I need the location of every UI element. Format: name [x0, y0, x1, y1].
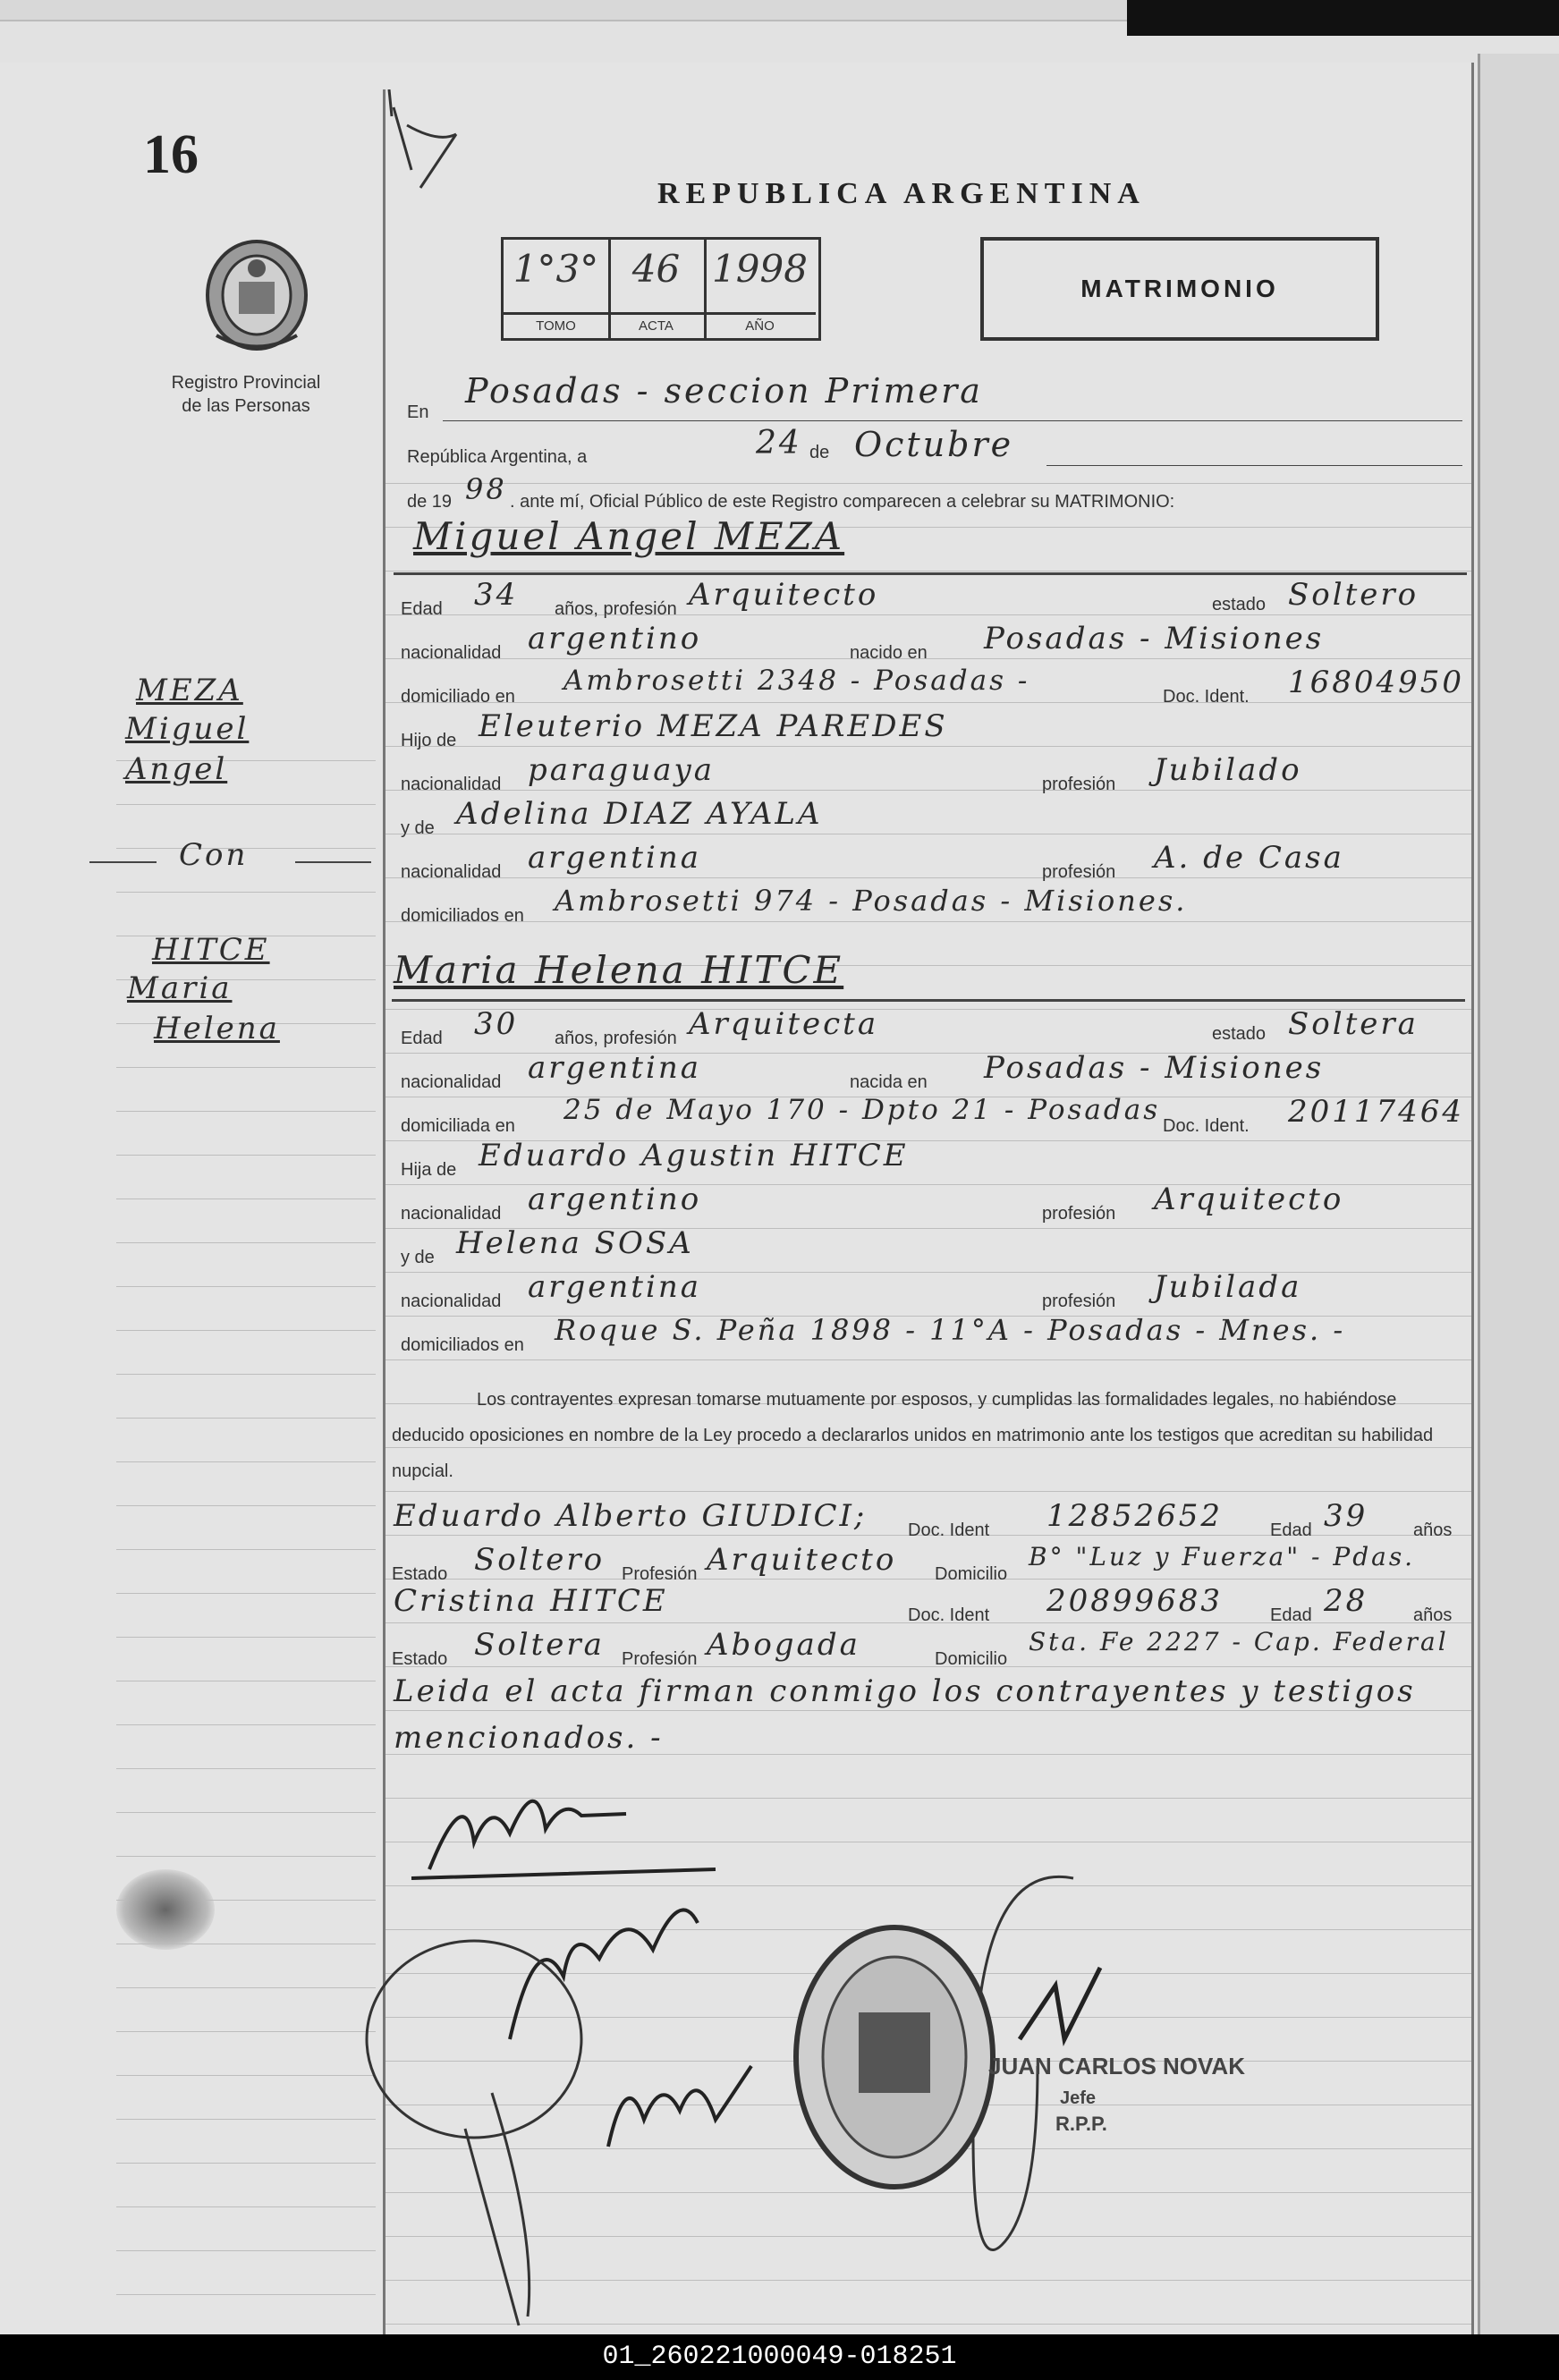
witness2-doc-label: Doc. Ident	[908, 1605, 990, 1625]
legal-clause: Los contrayentes expresan tomarse mutuamente por esposos, y cumplidas las formalidades legales, no habiéndose deducido oposiciones en nombre de la Ley procedo a declararlos unidos en matrimonio ante los testigos que acreditan su habilidad nupcial.	[392, 1390, 1434, 1481]
groom-born-label: nacido en	[850, 643, 928, 663]
register-page	[0, 63, 1478, 2334]
margin-ruled-line	[116, 804, 376, 805]
bride-paddr-label: domiciliados en	[401, 1335, 524, 1355]
stain	[116, 1869, 215, 1950]
groom-name: Miguel Angel MEZA	[413, 514, 845, 558]
groom-fnat-label: nacionalidad	[401, 775, 502, 794]
margin-ruled-line	[116, 2294, 376, 2295]
scan-dark-corner	[1127, 0, 1559, 36]
tomo-value: 1°3°	[513, 247, 599, 291]
stamp-title: Jefe	[1060, 2088, 1097, 2108]
coat-of-arms-icon	[199, 233, 315, 358]
margin-ruled-line	[116, 1812, 376, 1813]
ruled-line	[385, 1579, 1471, 1580]
margin-ruled-line	[116, 1198, 376, 1199]
witness1-name: Eduardo Alberto GIUDICI;	[394, 1498, 868, 1534]
bride-mother-prof: Jubilada	[1154, 1269, 1302, 1305]
witness1-edad-label: Edad	[1270, 1520, 1312, 1540]
bride-address: 25 de Mayo 170 - Dpto 21 - Posadas	[563, 1094, 1161, 1126]
ruled-line	[385, 921, 1471, 922]
witness1-doc-label: Doc. Ident	[908, 1520, 990, 1540]
margin-groom-name-1: Miguel	[125, 711, 250, 747]
witness1-profession: Arquitecto	[707, 1542, 897, 1578]
bride-father-prof: Arquitecto	[1154, 1182, 1344, 1217]
groom-age: 34	[474, 577, 519, 613]
witness1-address-label: Domicilio	[935, 1564, 1008, 1584]
bride-parents-address: Roque S. Peña 1898 - 11°A - Posadas - Mnes. -	[555, 1313, 1346, 1347]
margin-ruled-line	[116, 2250, 376, 2251]
ruled-line	[385, 877, 1471, 878]
bride-mprof-label: profesión	[1042, 1292, 1116, 1311]
bride-nat-label: nacionalidad	[401, 1072, 502, 1092]
bride-mother: Helena SOSA	[456, 1225, 694, 1261]
bride-address-label: domiciliada en	[401, 1116, 515, 1136]
groom-status: Soltero	[1288, 577, 1419, 613]
witness1-age: 39	[1324, 1498, 1368, 1534]
intro-tail: . ante mí, Oficial Público de este Registro comparecen a celebrar su MATRIMONIO:	[510, 492, 1175, 512]
margin-ruled-line	[116, 2031, 376, 2032]
margin-ruled-line	[116, 1330, 376, 1331]
witness2-edad-label: Edad	[1270, 1605, 1312, 1625]
label-de: de	[809, 443, 830, 462]
signature-loop	[367, 1941, 581, 2138]
groom-profession: Arquitecto	[689, 577, 879, 613]
groom-parents-address: Ambrosetti 974 - Posadas - Misiones.	[555, 884, 1188, 918]
groom-mother-label: y de	[401, 818, 435, 838]
date-month: Octubre	[854, 425, 1014, 464]
acta-label: ACTA	[608, 312, 704, 338]
signature-2	[510, 1910, 698, 2039]
bride-parent-label: Hija de	[401, 1160, 457, 1180]
bride-age: 30	[474, 1006, 519, 1042]
bride-profession: Arquitecta	[689, 1006, 879, 1042]
label-en: En	[407, 402, 429, 422]
ruled-line	[385, 702, 1471, 703]
ruled-line	[385, 1491, 1471, 1492]
witness1-anos-label: años	[1413, 1520, 1453, 1540]
ruled-line	[385, 790, 1471, 791]
groom-paddr-label: domiciliados en	[401, 906, 524, 926]
signature-1	[411, 1801, 716, 1878]
groom-doc: 16804950	[1288, 665, 1465, 700]
official-signature	[1020, 1968, 1100, 2039]
groom-profession-label: años, profesión	[555, 599, 677, 619]
margin-bride-surname: HITCE	[152, 932, 270, 968]
next-page-edge	[1478, 54, 1559, 2334]
groom-doc-label: Doc. Ident.	[1163, 687, 1250, 707]
stamp-office: R.P.P.	[1055, 2113, 1107, 2135]
margin-ruled-line	[116, 1461, 376, 1462]
groom-status-label: estado	[1212, 595, 1267, 614]
margin-bride-name-2: Helena	[154, 1011, 280, 1046]
witness2-status-label: Estado	[392, 1649, 448, 1669]
closing-text: Leida el acta firman conmigo los contrayentes y testigos mencionados. -	[394, 1673, 1416, 1756]
signatures	[358, 1744, 1252, 2334]
ruled-line	[385, 483, 1471, 484]
margin-ruled-line	[116, 1155, 376, 1156]
acta-cell	[608, 240, 707, 338]
bride-doc-label: Doc. Ident.	[1163, 1116, 1250, 1136]
witness2-address-label: Domicilio	[935, 1649, 1008, 1669]
margin-ruled-line	[116, 2119, 376, 2120]
witness1-prof-label: Profesión	[622, 1564, 698, 1584]
margin-bride-name-1: Maria	[127, 970, 233, 1006]
margin-ruled-line	[116, 1593, 376, 1594]
ruled-line	[385, 614, 1471, 615]
document-title: REPUBLICA ARGENTINA	[657, 177, 1146, 210]
anio-label: AÑO	[704, 312, 816, 338]
label-republica: República Argentina, a	[407, 447, 588, 467]
witness2-name: Cristina HITCE	[394, 1583, 668, 1619]
groom-father: Eleuterio MEZA PAREDES	[479, 708, 948, 744]
ruled-line	[385, 1359, 1471, 1360]
margin-ruled-line	[116, 1111, 376, 1112]
groom-father-nat: paraguaya	[528, 752, 715, 788]
place-underline	[443, 420, 1462, 421]
margin-ruled-line	[116, 1549, 376, 1550]
groom-mnat-label: nacionalidad	[401, 862, 502, 882]
groom-edad-label: Edad	[401, 599, 443, 619]
margin-groom-name-2: Angel	[125, 751, 228, 787]
bride-father: Eduardo Agustin HITCE	[479, 1138, 909, 1173]
registry-name: Registro Provincial de las Personas	[171, 373, 321, 416]
bride-status-label: estado	[1212, 1024, 1267, 1044]
tomo-cell	[504, 240, 611, 338]
year-value: 98	[465, 472, 507, 506]
bride-fnat-label: nacionalidad	[401, 1204, 502, 1224]
scan-filename: 01_260221000049-018251	[0, 2334, 1559, 2380]
date-day: 24	[756, 425, 802, 462]
witness1-address: B° "Luz y Fuerza" - Pdas.	[1029, 1542, 1416, 1571]
bride-born: Posadas - Misiones	[984, 1050, 1325, 1086]
witness2-anos-label: años	[1413, 1605, 1453, 1625]
acta-value: 46	[631, 247, 681, 291]
margin-ruled-line	[116, 1856, 376, 1857]
record-box	[501, 237, 821, 341]
margin-ruled-line	[116, 1637, 376, 1638]
anio-value: 1998	[712, 247, 808, 291]
margin-ruled-line	[116, 892, 376, 893]
bride-edad-label: Edad	[401, 1029, 443, 1048]
margin-ruled-line	[116, 2075, 376, 2076]
margin-ruled-line	[116, 1768, 376, 1769]
witness1-status-label: Estado	[392, 1564, 448, 1584]
bride-mnat-label: nacionalidad	[401, 1292, 502, 1311]
bride-mother-nat: argentina	[528, 1269, 702, 1305]
groom-separator	[394, 572, 1467, 575]
margin-groom-surname: MEZA	[136, 673, 243, 708]
margin-dash-left	[89, 861, 157, 863]
act-type-box: MATRIMONIO	[980, 237, 1379, 341]
bride-name: Maria Helena HITCE	[394, 948, 844, 992]
groom-born: Posadas - Misiones	[984, 621, 1325, 656]
bride-father-nat: argentino	[528, 1182, 702, 1217]
groom-mother-prof: A. de Casa	[1154, 840, 1344, 876]
tomo-label: TOMO	[504, 312, 608, 338]
groom-fprof-label: profesión	[1042, 775, 1116, 794]
bride-nationality: argentina	[528, 1050, 702, 1086]
margin-ruled-line	[116, 1987, 376, 1988]
margin-ruled-line	[116, 1067, 376, 1068]
bride-born-label: nacida en	[850, 1072, 928, 1092]
groom-nationality: argentino	[528, 621, 702, 656]
witness2-age: 28	[1324, 1583, 1368, 1619]
page-number: 16	[143, 124, 199, 185]
groom-mother: Adelina DIAZ AYALA	[456, 796, 823, 832]
margin-conj: Con	[179, 837, 249, 873]
ruled-line	[385, 1666, 1471, 1667]
witness2-doc: 20899683	[1046, 1583, 1224, 1619]
groom-mother-nat: argentina	[528, 840, 702, 876]
ruled-line	[385, 658, 1471, 659]
bride-status: Soltera	[1288, 1006, 1419, 1042]
groom-address-label: domiciliado en	[401, 687, 515, 707]
witness1-status: Soltero	[474, 1542, 606, 1578]
witness2-profession: Abogada	[707, 1627, 860, 1663]
date-underline	[1046, 465, 1462, 466]
corner-initial-mark	[385, 89, 483, 206]
signature-3	[608, 2066, 751, 2147]
margin-ruled-line	[116, 1242, 376, 1243]
witness2-prof-label: Profesión	[622, 1649, 698, 1669]
place-value: Posadas - seccion Primera	[465, 371, 983, 411]
groom-address: Ambrosetti 2348 - Posadas -	[563, 665, 1030, 697]
bride-mother-label: y de	[401, 1248, 435, 1267]
witness1-doc: 12852652	[1046, 1498, 1224, 1534]
margin-dash-right	[295, 861, 371, 863]
bride-profession-label: años, profesión	[555, 1029, 677, 1048]
margin-ruled-line	[116, 1505, 376, 1506]
groom-nat-label: nacionalidad	[401, 643, 502, 663]
ruled-line	[385, 571, 1471, 572]
margin-ruled-line	[116, 1374, 376, 1375]
label-year: de 19	[407, 492, 453, 512]
margin-ruled-line	[116, 1286, 376, 1287]
right-border-line	[1471, 63, 1474, 2334]
margin-ruled-line	[116, 2206, 376, 2207]
bride-separator	[392, 999, 1465, 1002]
bride-doc: 20117464	[1288, 1094, 1465, 1130]
groom-parent-label: Hijo de	[401, 731, 457, 750]
groom-father-prof: Jubilado	[1154, 752, 1302, 788]
witness2-status: Soltera	[474, 1627, 605, 1663]
ruled-line	[385, 746, 1471, 747]
margin-ruled-line	[116, 1418, 376, 1419]
witness2-address: Sta. Fe 2227 - Cap. Federal	[1029, 1627, 1449, 1656]
groom-mprof-label: profesión	[1042, 862, 1116, 882]
anio-cell	[704, 240, 816, 338]
margin-ruled-line	[116, 1724, 376, 1725]
stamp-official-name: JUAN CARLOS NOVAK	[988, 2053, 1245, 2079]
margin-ruled-line	[116, 2163, 376, 2164]
bride-fprof-label: profesión	[1042, 1204, 1116, 1224]
